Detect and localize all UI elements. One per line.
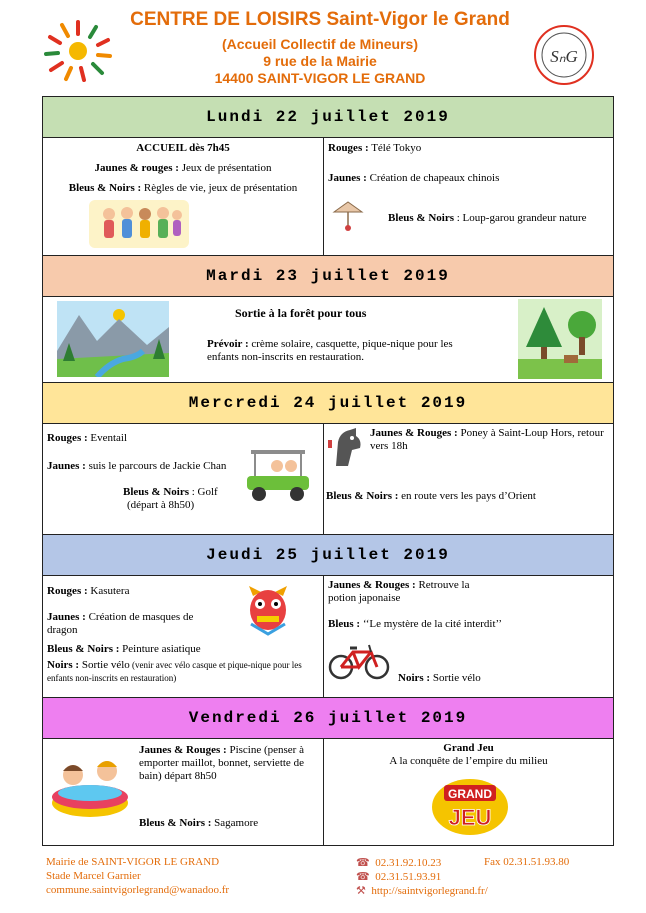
group-label: Jaunes & Rouges : xyxy=(370,427,458,439)
footer-phone-2 xyxy=(356,870,441,883)
activity-line xyxy=(43,182,323,195)
activity-text: Poney à Saint-Loup Hors, retour vers 18h xyxy=(370,427,604,452)
activity-text: Télé Tokyo xyxy=(368,142,422,154)
activity-line xyxy=(388,212,587,225)
mouse-icon: ⚒ xyxy=(356,885,366,897)
day-row-thursday xyxy=(43,576,613,698)
activity-line xyxy=(47,585,129,598)
activity-note: (venir avec vélo casque et pique-nique pour les enfants non-inscrits en restauration) xyxy=(47,660,302,683)
activity-line xyxy=(328,618,502,631)
group-label: Bleus & Noirs xyxy=(388,212,454,224)
group-label: Jaunes & Rouges : xyxy=(139,744,227,756)
day-row-monday xyxy=(43,138,613,256)
website-link[interactable]: http://saintvigorlegrand.fr/ xyxy=(371,885,488,897)
grand-jeu-logo xyxy=(430,777,510,837)
activity-line xyxy=(370,427,610,453)
group-label: Rouges : xyxy=(328,142,369,154)
group-label: Bleus & Noirs : xyxy=(68,182,142,194)
activity-line xyxy=(47,432,127,445)
grand-jeu-logo-top: GRAND xyxy=(448,787,492,801)
children-circle-logo xyxy=(38,18,118,84)
activity-text: suis le parcours de Jackie Chan xyxy=(85,460,227,472)
golf-cart-illustration xyxy=(241,446,313,504)
footer-mairie: Mairie de SAINT-VIGOR LE GRAND xyxy=(46,856,220,868)
kids-illustration xyxy=(89,200,189,248)
activity-text: Kasutera xyxy=(87,585,130,597)
activity-line xyxy=(43,162,323,175)
activity-text: : Golf xyxy=(189,486,218,498)
activity-text: Jeux de présentation xyxy=(178,162,272,174)
day-header-monday: Lundi 22 juillet 2019 xyxy=(43,97,613,138)
group-label: Rouges : xyxy=(47,432,88,444)
activity-text: Piscine (penser à emporter maillot, bonnet, serviette de bain) départ 8h50 xyxy=(139,744,304,782)
activity-text: : Loup-garou grandeur nature xyxy=(454,212,587,224)
group-label: Rouges : xyxy=(47,585,88,597)
group-label: Bleus & Noirs : xyxy=(326,490,399,502)
group-label: Jaunes : xyxy=(47,611,86,623)
group-label: Noirs : xyxy=(47,659,80,671)
group-label: Jaunes & rouges : xyxy=(94,162,179,174)
address-line-1: 9 rue de la Mairie xyxy=(263,53,377,69)
outing-headline: Sortie à la forêt pour tous xyxy=(235,306,367,320)
activity-line xyxy=(328,142,421,155)
pool-kids-illustration xyxy=(49,751,131,821)
activity-line xyxy=(328,579,498,605)
group-label: Jaunes : xyxy=(47,460,86,472)
footer-phone-1 xyxy=(356,856,441,869)
activity-text: Sortie vélo xyxy=(430,672,481,684)
activity-text: Eventail xyxy=(87,432,128,444)
activity-line xyxy=(139,744,317,783)
bicycle-icon xyxy=(328,642,390,680)
day-header-tuesday: Mardi 23 juillet 2019 xyxy=(43,256,613,297)
day-header-friday: Vendredi 26 juillet 2019 xyxy=(43,698,613,739)
footer-website xyxy=(356,884,488,897)
forest-tree-illustration xyxy=(518,299,602,379)
activity-text: Création de chapeaux chinois xyxy=(366,172,500,184)
activity-text: ‘‘Le mystère de la cité interdit’’ xyxy=(360,618,503,630)
group-label: Bleus & Noirs xyxy=(123,486,189,498)
activity-line xyxy=(47,643,201,656)
prevoir-line xyxy=(207,338,477,364)
wednesday-right-cell xyxy=(324,424,613,534)
activity-line xyxy=(47,460,226,473)
day-row-tuesday xyxy=(43,297,613,383)
group-label: Bleus & Noirs : xyxy=(47,643,120,655)
address-line-2: 14400 SAINT-VIGOR LE GRAND xyxy=(214,70,426,86)
chinese-hat-icon xyxy=(330,198,366,234)
friday-right-cell xyxy=(324,739,613,845)
activity-line xyxy=(47,611,215,637)
activity-line xyxy=(326,490,536,503)
page-footer xyxy=(0,850,646,910)
activity-text: Règles de vie, jeux de présentation xyxy=(141,182,298,194)
activity-text: en route vers les pays d’Orient xyxy=(398,490,536,502)
svg-town-logo xyxy=(533,24,595,86)
phone-number: 02.31.92.10.23 xyxy=(375,857,442,869)
activity-line xyxy=(47,659,321,685)
accueil-line: ACCUEIL dès 7h45 xyxy=(136,142,230,154)
page-header xyxy=(0,0,646,92)
activity-line xyxy=(139,817,258,830)
activity-text: Sortie vélo xyxy=(79,659,130,671)
page-subtitle: (Accueil Collectif de Mineurs) xyxy=(221,36,419,52)
grand-jeu-label: Grand Jeu xyxy=(443,742,494,754)
footer-stade: Stade Marcel Garnier xyxy=(46,870,141,882)
dragon-mask-illustration xyxy=(247,584,289,636)
phone-icon: ☎ xyxy=(356,871,370,883)
horse-head-icon xyxy=(326,426,366,470)
activity-text: Retrouve la potion japonaise xyxy=(328,579,470,604)
activity-line xyxy=(398,672,481,685)
group-label: Jaunes & Rouges : xyxy=(328,579,416,591)
weekly-schedule-table xyxy=(42,96,614,846)
activity-subtext: (départ à 8h50) xyxy=(127,499,195,511)
friday-left-cell xyxy=(43,739,324,845)
activity-text: Peinture asiatique xyxy=(119,643,201,655)
phone-icon: ☎ xyxy=(356,857,370,869)
grand-jeu-logo-bottom: JEU xyxy=(448,805,492,830)
day-header-wednesday: Mercredi 24 juillet 2019 xyxy=(43,383,613,424)
group-label: Jaunes : xyxy=(328,172,367,184)
footer-fax: Fax 02.31.51.93.80 xyxy=(484,856,570,868)
page-title: CENTRE DE LOISIRS Saint-Vigor le Grand xyxy=(130,9,510,30)
wednesday-left-cell xyxy=(43,424,324,534)
activity-line xyxy=(328,172,499,185)
day-row-friday xyxy=(43,739,613,845)
activity-text: Sagamore xyxy=(211,817,259,829)
monday-left-cell xyxy=(43,138,324,255)
day-header-thursday: Jeudi 25 juillet 2019 xyxy=(43,535,613,576)
group-label: Bleus : xyxy=(328,618,361,630)
phone-number: 02.31.51.93.91 xyxy=(375,871,442,883)
prevoir-label: Prévoir : xyxy=(207,338,249,350)
svg-text:SₙG: SₙG xyxy=(550,47,578,66)
footer-email-link[interactable]: commune.saintvigorlegrand@wanadoo.fr xyxy=(46,884,230,896)
thursday-left-cell xyxy=(43,576,324,697)
forest-landscape-illustration xyxy=(57,301,169,377)
group-label: Bleus & Noirs : xyxy=(139,817,212,829)
grand-jeu-theme: A la conquête de l’empire du milieu xyxy=(389,755,548,767)
activity-line xyxy=(123,486,218,499)
prevoir-text: crème solaire, casquette, pique-nique pour les enfants non-inscrits en restauration. xyxy=(207,338,453,363)
tuesday-cell xyxy=(43,297,613,382)
day-row-wednesday xyxy=(43,424,613,535)
monday-right-cell xyxy=(324,138,613,255)
activity-text: Création de masques de dragon xyxy=(47,611,194,636)
thursday-right-cell xyxy=(324,576,613,697)
group-label: Noirs : xyxy=(398,672,431,684)
